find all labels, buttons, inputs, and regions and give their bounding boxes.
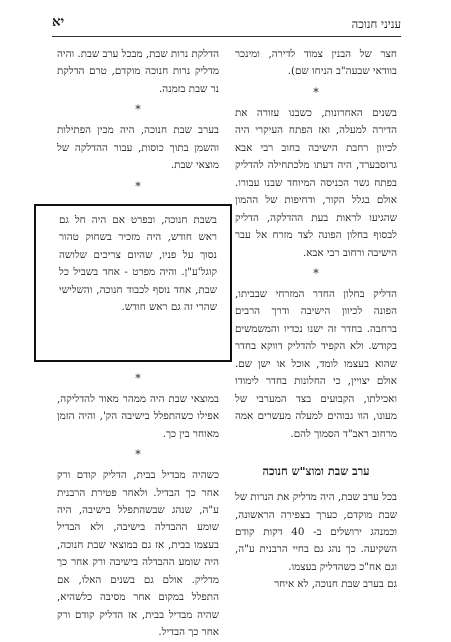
paragraph: במוצאי שבת היה ממהר מאוד להדליקה, אפילו כשהתפלל בישיבה הק', והיה הזמן מאוחר בין כך.	[57, 392, 219, 440]
section-separator: *	[135, 371, 141, 385]
boxed-note	[34, 204, 232, 362]
running-title: עניני חנוכה	[351, 17, 401, 31]
section-separator: *	[313, 266, 319, 280]
left-column	[57, 46, 219, 642]
paragraph: הדלקת נרות שבת, מבכל ערב שבת. והיה מדליק נרות חנוכה מוקדם, טרם הדלקת נר שבת בזמנה.	[57, 48, 219, 95]
page-number: יא	[52, 14, 65, 30]
paragraph: חצר של הבנין צמוד לדירה, ומינכר בוודאי שבעה"ב הניחו שם).	[235, 48, 397, 78]
paragraph: הדליק בחלון החדר המזרחי שבביתו, הפונה לכיוון הישיבה ודרך הרבים ברחבה. בחדר זה ישנו נכדיו והמשמשים בקודש. ולא הקפיד להדליק דווקא בחדר שהוא בעצמו לומד, אוכל או ישן שם. אולם יצויין, כי החלונות בחדר לימודו ואכילתו, הקבועים בצד המערבי של מעונו, הוו גבוהים למעלה מעשרים אמה מרחוב ראב"ד הסמוך להם.	[235, 287, 397, 440]
section-heading: ערב שבת ומוצ"ש חנוכה	[262, 464, 370, 479]
paragraph: בכל ערב שבת, היה מדליק את הנרות של שבת מוקדם, כערך בצפירה הראשונה, וכמנהג ירושלים ב- 40 דקות קודם השקיעה. כך נהג גם בחיי הרבנית ע"ה, וגם אח"כ כשהדליק בעצמו.	[235, 491, 397, 573]
running-header	[52, 14, 401, 37]
paragraph: כשהיה מבדיל בבית, הדליק קודם ורק אחר כך הבדיל. ולאחר פטירת הרבנית ע"ה, שנהג שבשהתפלל בישיבה, היה שומע ההבדלה בישיבה, ולא הבדיל בעצמו בבית, אז גם במוצאי שבת חנוכה, היה שומע ההבדלה בישיבה ורק אחר כך מדליק. אולם גם בשנים האלו, אם התפלל במקום אחר מסיבה כלשהיא, שהיה מבדיל בבית, אז הדליק קודם ורק אחר כך הבדיל.	[57, 469, 219, 639]
paragraph: בשנים האחרונות, כשבנו עזורה את הדירה למעלה, ואז הפתח העיקרי היה לכיוון רחבת הישיבה בחוב רבי אבא גרוסבערד, היה דעתו מלכתחילה להדליק בפתח גשר הכניסה המיוחד שבנו עבורו. אולם בגלל הקור, ודחיפות של ההמון שהגיעו לראות בעת ההדלקה, הדליק לבסוף בחלון הפונה לצד מזרח אל עבר הישיבה ורחוב רבי אבא.	[235, 106, 397, 259]
section-separator: *	[135, 103, 141, 117]
section-separator: *	[135, 448, 141, 462]
boxed-paragraph: בשבת חנוכה, ובפרט אם היה חל גם ראש חודש, היה מזכיר בשחוק טהור נסוך על פניו, שהיום צריכים שלושה קוגל'ע"ן. והיה מפרט - אחד בשביל כל שבת, אחד נוסף לכבוד חנוכה, והשלישי שהרי זה גם ראש חודש.	[59, 213, 217, 313]
right-column	[235, 46, 397, 594]
paragraph: גם בערב שבת חנוכה, לא איחר	[274, 578, 397, 591]
section-separator: *	[135, 179, 141, 193]
section-separator: *	[313, 85, 319, 99]
paragraph: בערב שבת חנוכה, היה מכין הפתילות והשמן בתוך כוסות, עבור ההדלקה של מוצאי שבת.	[57, 124, 219, 172]
